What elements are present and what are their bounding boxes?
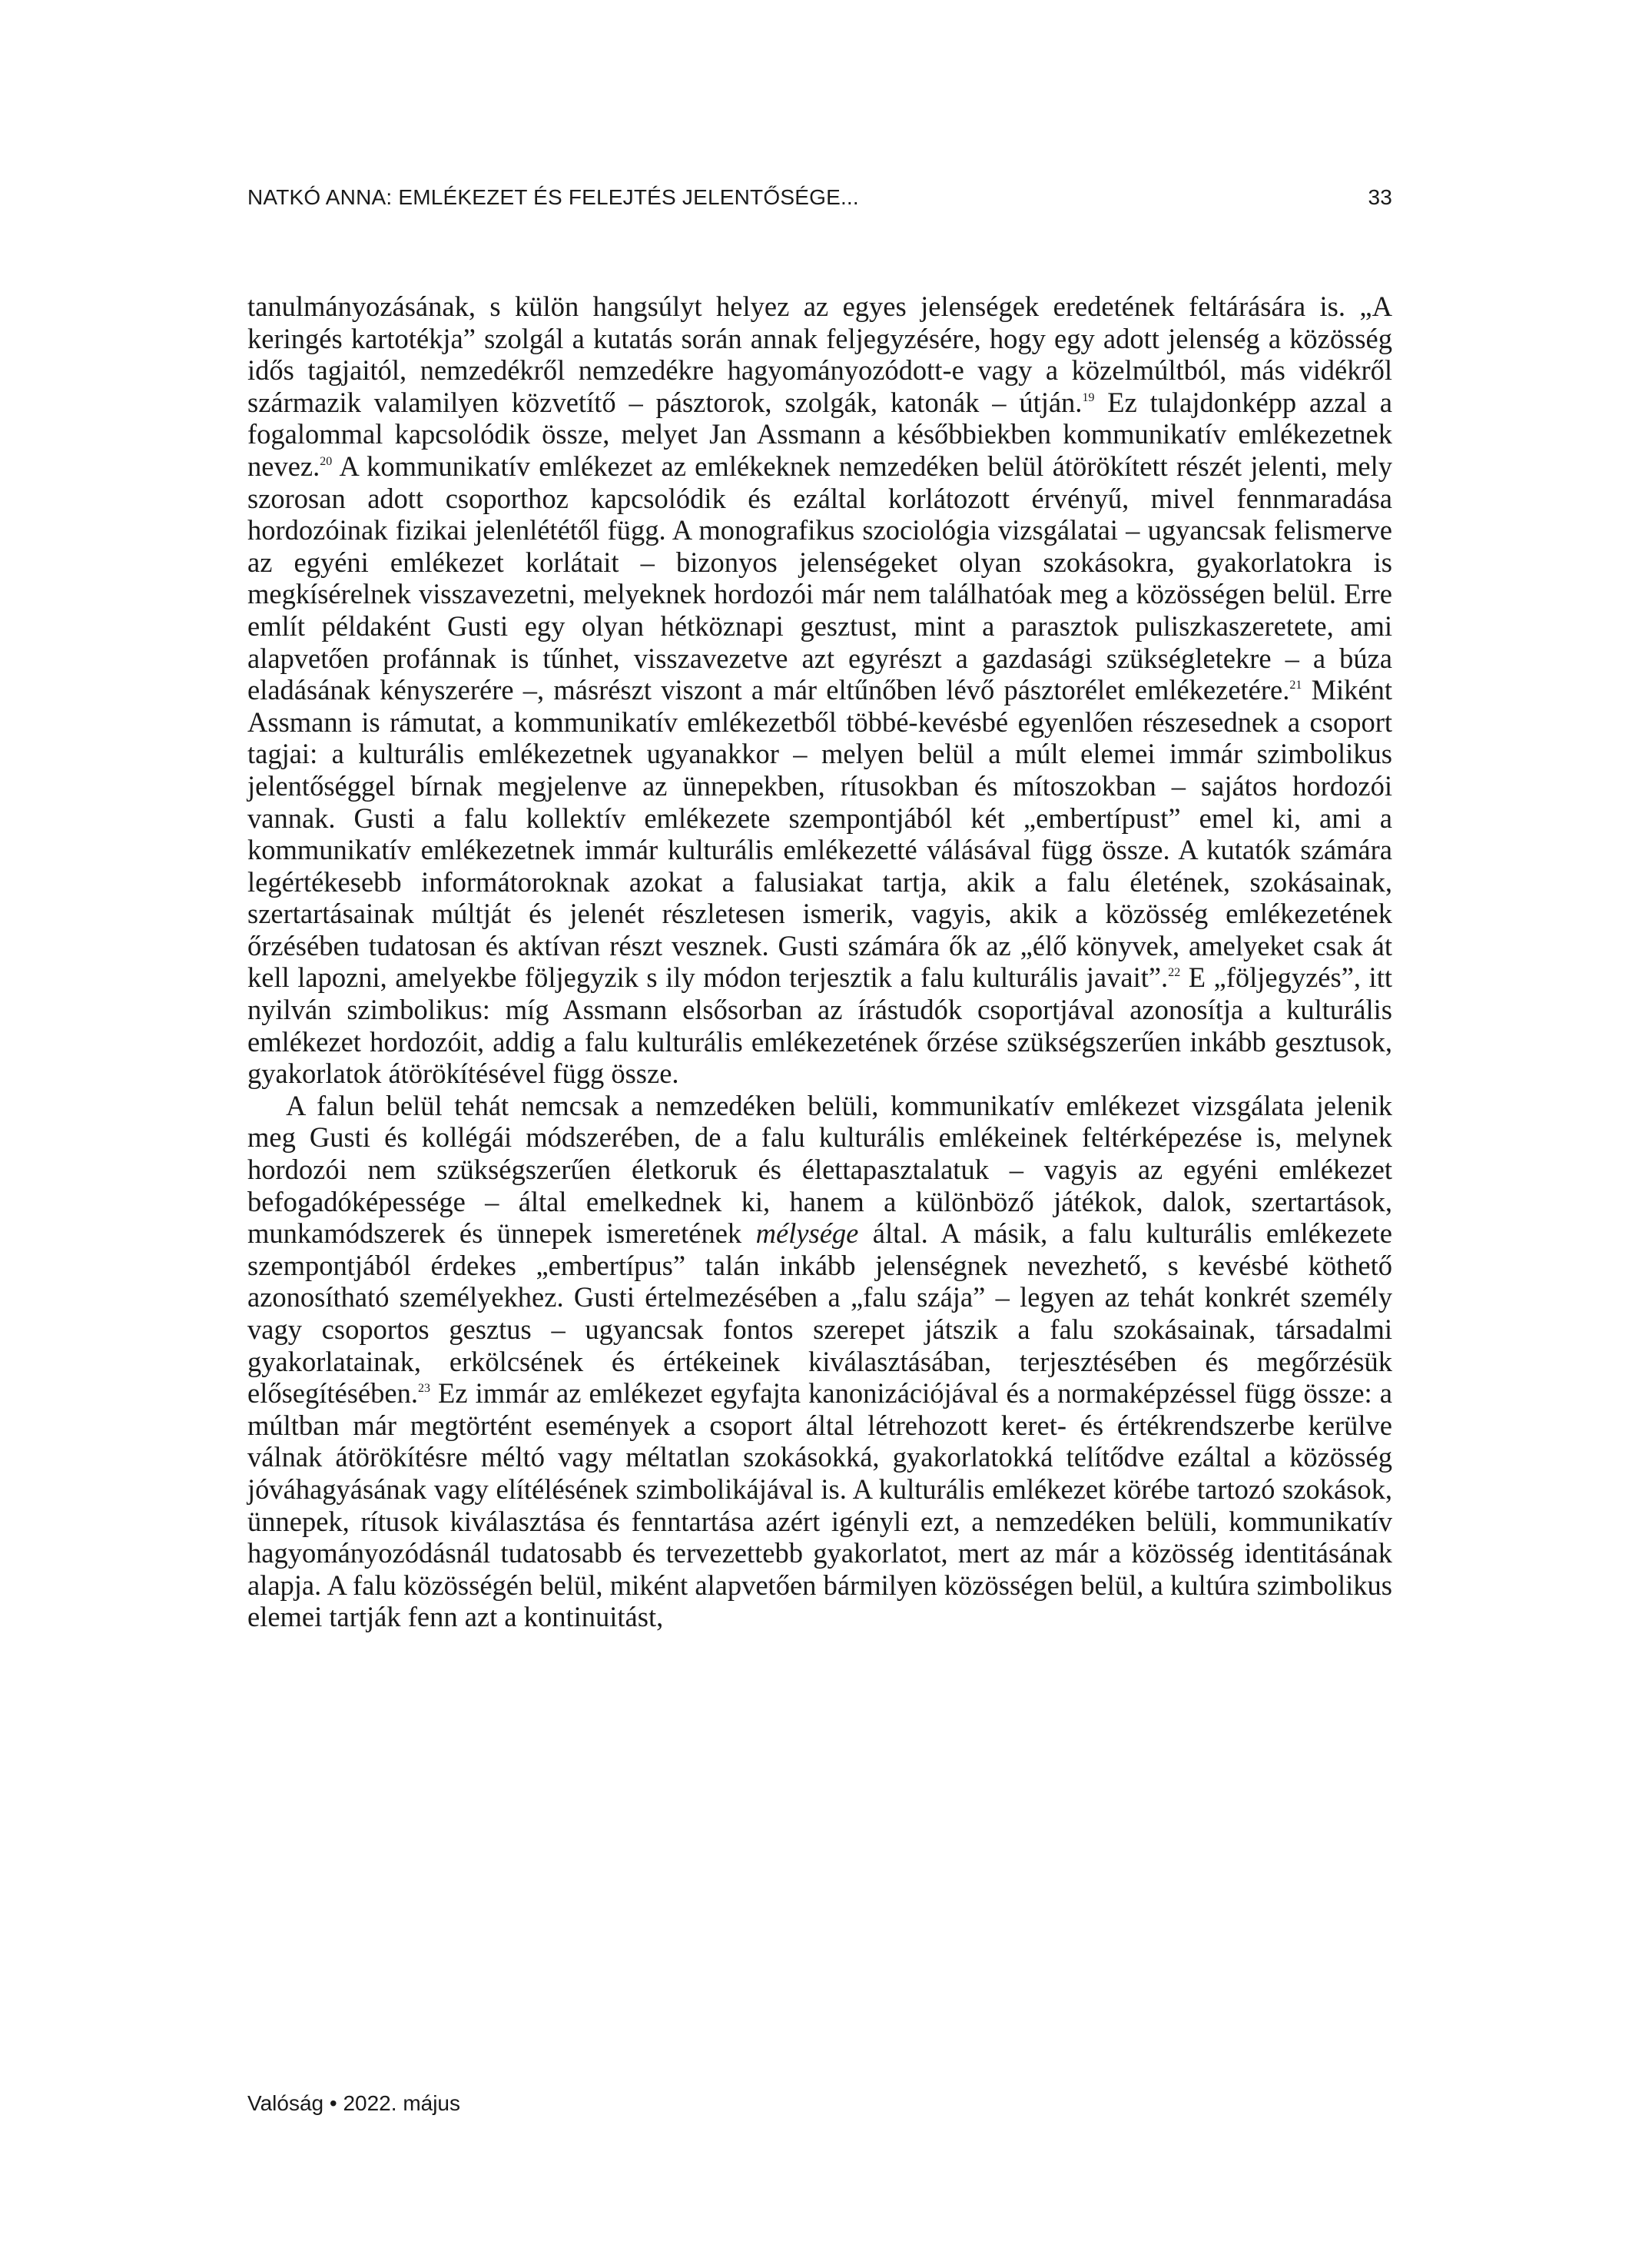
- footnote-ref-20[interactable]: 20: [320, 454, 333, 468]
- paragraph-1-text-4: Miként Assmann is rámutat, a kommunikatív emlékezetből többé-kevésbé egyenlően részesednek a csoport tagjai: a kulturális emlékezetnek ugyanakkor – melyen belül a múlt elemei immár szimbolikus jelentőséggel bírnak megjelenve az ünnepekben, rítusokban és mítoszokban – sajátos hordozói vannak. Gusti a falu kollektív emlékezete szempontjából két „embertípust” emel ki, ami a kommunikatív emlékezetnek immár kulturális emlékezetté válásával függ össze. A kutatók számára legértékesebb informátoroknak azokat a falusiakat tartja, akik a falu életének, szokásainak, szertartásainak múltját és jelenét részletesen ismerik, vagyis, akik a közösség emlékezetének őrzésében tudatosan és aktívan részt vesznek. Gusti számára ők az „élő könyvek, amelyeket csak át kell lapozni, amelyekbe följegyzik s ily módon terjesztik a falu kulturális javait”.: [247, 674, 1393, 994]
- footnote-ref-22[interactable]: 22: [1168, 966, 1181, 980]
- footnote-ref-21[interactable]: 21: [1289, 679, 1302, 692]
- paragraph-2: [247, 1090, 1392, 1633]
- paragraph-2-text-3: Ez immár az emlékezet egyfajta kanonizációjával és a normaképzéssel függ össze: a múltban már megtörtént események a csoport által létrehozott keret- és értékrendszerbe kerülve válnak átörökítésre méltó vagy méltatlan szokásokká, gyakorlatokká telítődve ezáltal a közösség jóváhagyásának vagy elítélésének szimbolikájával is. A kulturális emlékezet körébe tartozó szokások, ünnepek, rítusok kiválasztása és fenntartása azért igényli ezt, a nemzedéken belüli, kommunikatív hagyományozódásnál tudatosabb és tervezettebb gyakorlatot, mert az már a közösség identitásának alapja. A falu közösségén belül, miként alapvetően bármilyen közösségen belül, a kultúra szimbolikus elemei tartják fenn azt a kontinuitást,: [247, 1377, 1392, 1633]
- running-title: NATKÓ ANNA: EMLÉKEZET ÉS FELEJTÉS JELENTŐSÉGE...: [247, 185, 859, 209]
- running-header: [247, 185, 1392, 210]
- footnote-ref-23[interactable]: 23: [417, 1382, 430, 1396]
- journal-issue: Valóság • 2022. május: [247, 2091, 461, 2115]
- paragraph-1: [247, 291, 1392, 1090]
- page-number: 33: [1368, 185, 1392, 209]
- paragraph-1-text-2: Ez tulajdonképp azzal a fogalommal kapcsolódik össze, melyet Jan Assmann a későbbiekben kommunikatív emlékezetnek nevez.: [247, 386, 1392, 482]
- paragraph-2-text-2: által. A másik, a falu kulturális emlékezete szempontjából érdekes „embertípus” talán inkább jelenségnek nevezhető, s kevésbé köthető azonosítható személyekhez. Gusti értelmezésében a „falu szája” – legyen az tehát konkrét személy vagy csoportos gesztus – ugyancsak fontos szerepet játszik a falu szokásainak, társadalmi gyakorlatainak, erkölcsének és értékeinek kiválasztásában, terjesztésében és megőrzésük elősegítésében.: [247, 1217, 1392, 1410]
- emphasized-word: mélysége: [755, 1217, 859, 1250]
- paragraph-1-text-1: tanulmányozásának, s külön hangsúlyt helyez az egyes jelenségek eredetének feltárására is. „A keringés kartotékja” szolgál a kutatás során annak feljegyzésére, hogy egy adott jelenség a közösség idős tagjaitól, nemzedékről nemzedékre hagyományozódott-e vagy a közelmúltból, más vidékről származik valamilyen közvetítő – pásztorok, szolgák, katonák – útján.: [247, 291, 1392, 418]
- footnote-ref-19[interactable]: 19: [1082, 390, 1095, 404]
- paragraph-2-text-1: A falun belül tehát nemcsak a nemzedéken belüli, kommunikatív emlékezet vizsgálata jelenik meg Gusti és kollégái módszerében, de a falu kulturális emlékeinek feltérképezése is, melynek hordozói nem szükségszerűen életkoruk és élettapasztalatuk – vagyis az egyéni emlékezet befogadóképessége – által emelkednek ki, hanem a különböző játékok, dalok, szertartások, munkamódszerek és ünnepek ismeretének: [247, 1089, 1392, 1250]
- page-footer: [247, 2091, 460, 2116]
- paragraph-1-text-3: A kommunikatív emlékezet az emlékeknek nemzedéken belül átörökített részét jelenti, mely szorosan adott csoporthoz kapcsolódik és ezáltal korlátozott érvényű, mivel fennmaradása hordozóinak fizikai jelenlététől függ. A monografikus szociológia vizsgálatai – ugyancsak felismerve az egyéni emlékezet korlátait – bizonyos jelenségeket olyan szokásokra, gyakorlatokra is megkísérelnek visszavezetni, melyeknek hordozói már nem találhatóak meg a közösségen belül. Erre említ példaként Gusti egy olyan hétköznapi gesztust, mint a parasztok puliszkaszeretete, ami alapvetően profánnak is tűnhet, visszavezetve azt egyrészt a gazdasági szükségletekre – a búza eladásának kényszerére –, másrészt viszont a már eltűnőben lévő pásztorélet emlékezetére.: [247, 450, 1392, 706]
- article-body: [247, 291, 1392, 1633]
- paragraph-1-text-5: E „följegyzés”, itt nyilván szimbolikus: míg Assmann elsősorban az írástudók csoportjával azonosítja a kulturális emlékezet hordozóit, addig a falu kulturális emlékezetének őrzése szükségszerűen inkább gesztusok, gyakorlatok átörökítésével függ össze.: [247, 961, 1392, 1090]
